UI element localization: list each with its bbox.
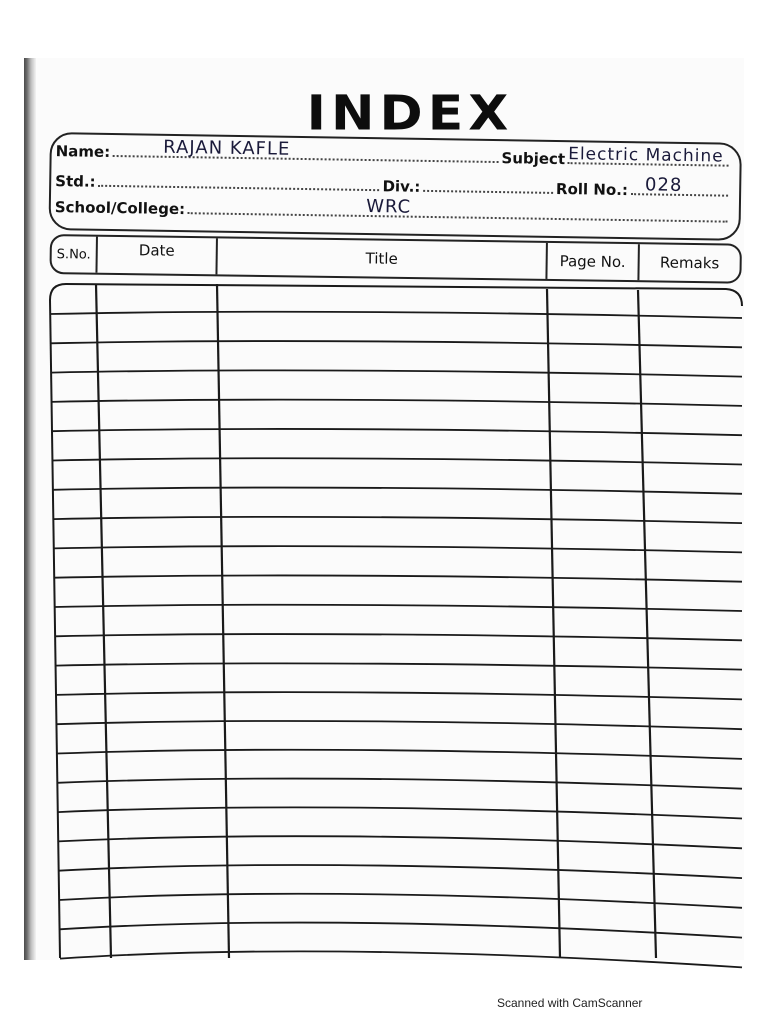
table-row (55, 634, 742, 640)
name-value: RAJAN KAFLE (163, 136, 291, 160)
std-label: Std.: (55, 172, 96, 191)
table-left-border (50, 300, 60, 958)
table-row (56, 692, 742, 699)
table-row (51, 370, 742, 376)
table-row (53, 517, 742, 523)
table-row (58, 836, 742, 848)
table-row (53, 458, 743, 464)
table-row (60, 923, 742, 938)
table-row (52, 429, 742, 435)
title-text: INDEX (306, 86, 514, 142)
roll-value: 028 (644, 174, 683, 196)
table-row (59, 865, 742, 878)
column-header-title: Title (217, 238, 547, 279)
column-header-sno: S.No. (51, 236, 97, 273)
table-row (53, 488, 742, 494)
subject-value: Electric Machine (567, 144, 724, 167)
table-row (59, 894, 742, 908)
column-divider-date (217, 284, 229, 958)
table-row (57, 779, 742, 789)
table-row (58, 807, 742, 818)
name-label: Name: (55, 142, 111, 161)
column-divider-page (638, 290, 656, 958)
table-row (57, 750, 742, 759)
column-header-page-no: Page No. (547, 243, 639, 280)
table-row (56, 663, 742, 669)
subject-label: Subject (501, 149, 566, 169)
column-divider-title (547, 289, 560, 958)
div-label: Div.: (382, 177, 421, 196)
table-row (54, 546, 742, 552)
table-row (55, 605, 742, 611)
camscanner-watermark: Scanned with CamScanner (497, 996, 643, 1010)
school-value: WRC (366, 195, 412, 218)
table-row (54, 575, 742, 581)
column-divider-sno (96, 284, 111, 958)
table-row (52, 400, 742, 406)
roll-label: Roll No.: (555, 179, 629, 200)
table-row (60, 951, 742, 967)
column-header-remarks: Remaks (659, 253, 720, 273)
table-row (57, 721, 743, 729)
column-header-date: Date (97, 237, 217, 275)
school-label: School/College: (54, 198, 186, 219)
